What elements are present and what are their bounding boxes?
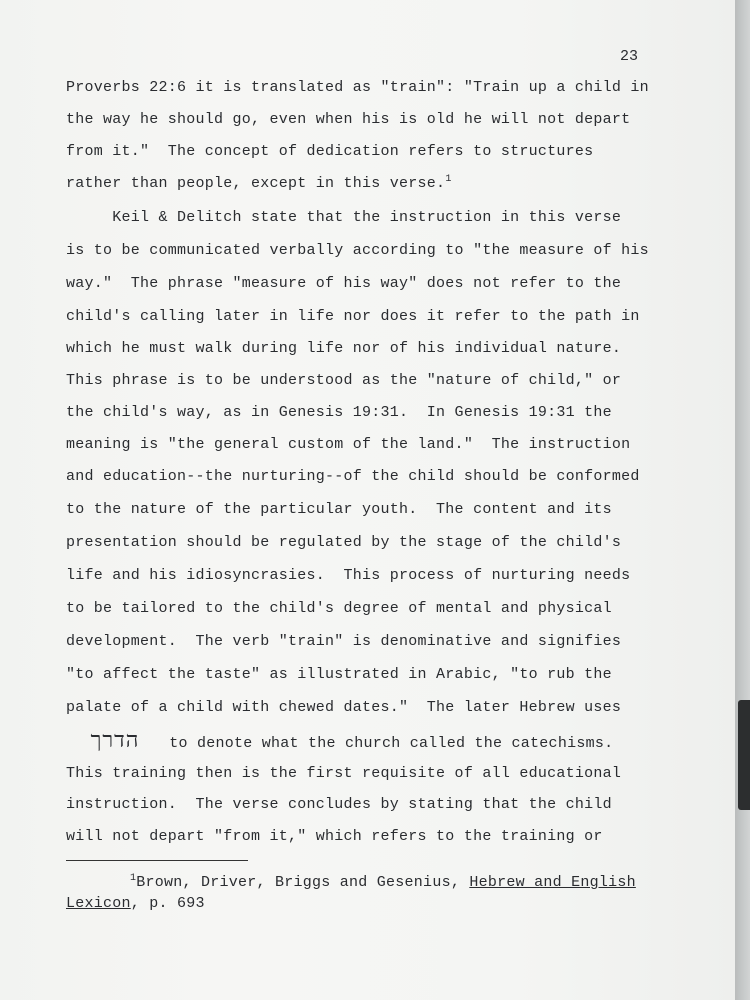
footnote-title: Hebrew and English (469, 874, 636, 891)
text-line: and education--the nurturing--of the child should be conformed (66, 468, 640, 485)
text-line: which he must walk during life nor of his individual nature. (66, 340, 622, 357)
footnote-authors: Brown, Driver, Briggs and Gesenius, (136, 874, 470, 891)
text-line: to the nature of the particular youth. The content and its (66, 501, 612, 518)
text-line (70, 729, 613, 753)
text-line: child's calling later in life nor does it refer to the path in (66, 308, 640, 325)
text-line: instruction. The verse concludes by stating that the child (66, 796, 612, 813)
text-line: the child's way, as in Genesis 19:31. In Genesis 19:31 the (66, 404, 612, 421)
text-line-content: to denote what the church called the catechisms. (160, 735, 614, 752)
text-line: Proverbs 22:6 it is translated as "train": "Train up a child in (66, 79, 649, 96)
hebrew-word: הדרך (90, 728, 140, 753)
text-line: presentation should be regulated by the stage of the child's (66, 534, 622, 551)
footnote-line (130, 872, 636, 894)
text-line: is to be communicated verbally according to "the measure of his (66, 242, 649, 259)
text-line: to be tailored to the child's degree of mental and physical (66, 600, 612, 617)
text-line: way." The phrase "measure of his way" does not refer to the (66, 275, 622, 292)
footnote-reference: 1 (445, 174, 452, 185)
text-line: will not depart "from it," which refers to the training or (66, 828, 603, 845)
paragraph-start-line: Keil & Delitch state that the instruction in this verse (66, 209, 622, 226)
text-line: meaning is "the general custom of the land." The instruction (66, 436, 631, 453)
page-edge-shadow (735, 0, 750, 1000)
text-line (66, 172, 452, 196)
text-line: from it." The concept of dedication refers to structures (66, 143, 594, 160)
binder-tab (738, 700, 750, 810)
text-line: "to affect the taste" as illustrated in Arabic, "to rub the (66, 666, 612, 683)
text-line: development. The verb "train" is denominative and signifies (66, 633, 622, 650)
text-line: palate of a child with chewed dates." The later Hebrew uses (66, 699, 622, 716)
footnote-line (66, 893, 205, 915)
text-line-content: rather than people, except in this verse. (66, 175, 446, 192)
page-number: 23 (620, 48, 639, 65)
text-line: the way he should go, even when his is old he will not depart (66, 111, 631, 128)
footnote-marker: 1 (130, 873, 137, 884)
footnote-title-cont: Lexicon (66, 895, 131, 912)
text-line: life and his idiosyncrasies. This process of nurturing needs (66, 567, 631, 584)
footnote-divider (66, 860, 248, 861)
text-line: This training then is the first requisite of all educational (66, 765, 622, 782)
footnote-page: , p. 693 (130, 895, 205, 912)
text-line: This phrase is to be understood as the "nature of child," or (66, 372, 622, 389)
